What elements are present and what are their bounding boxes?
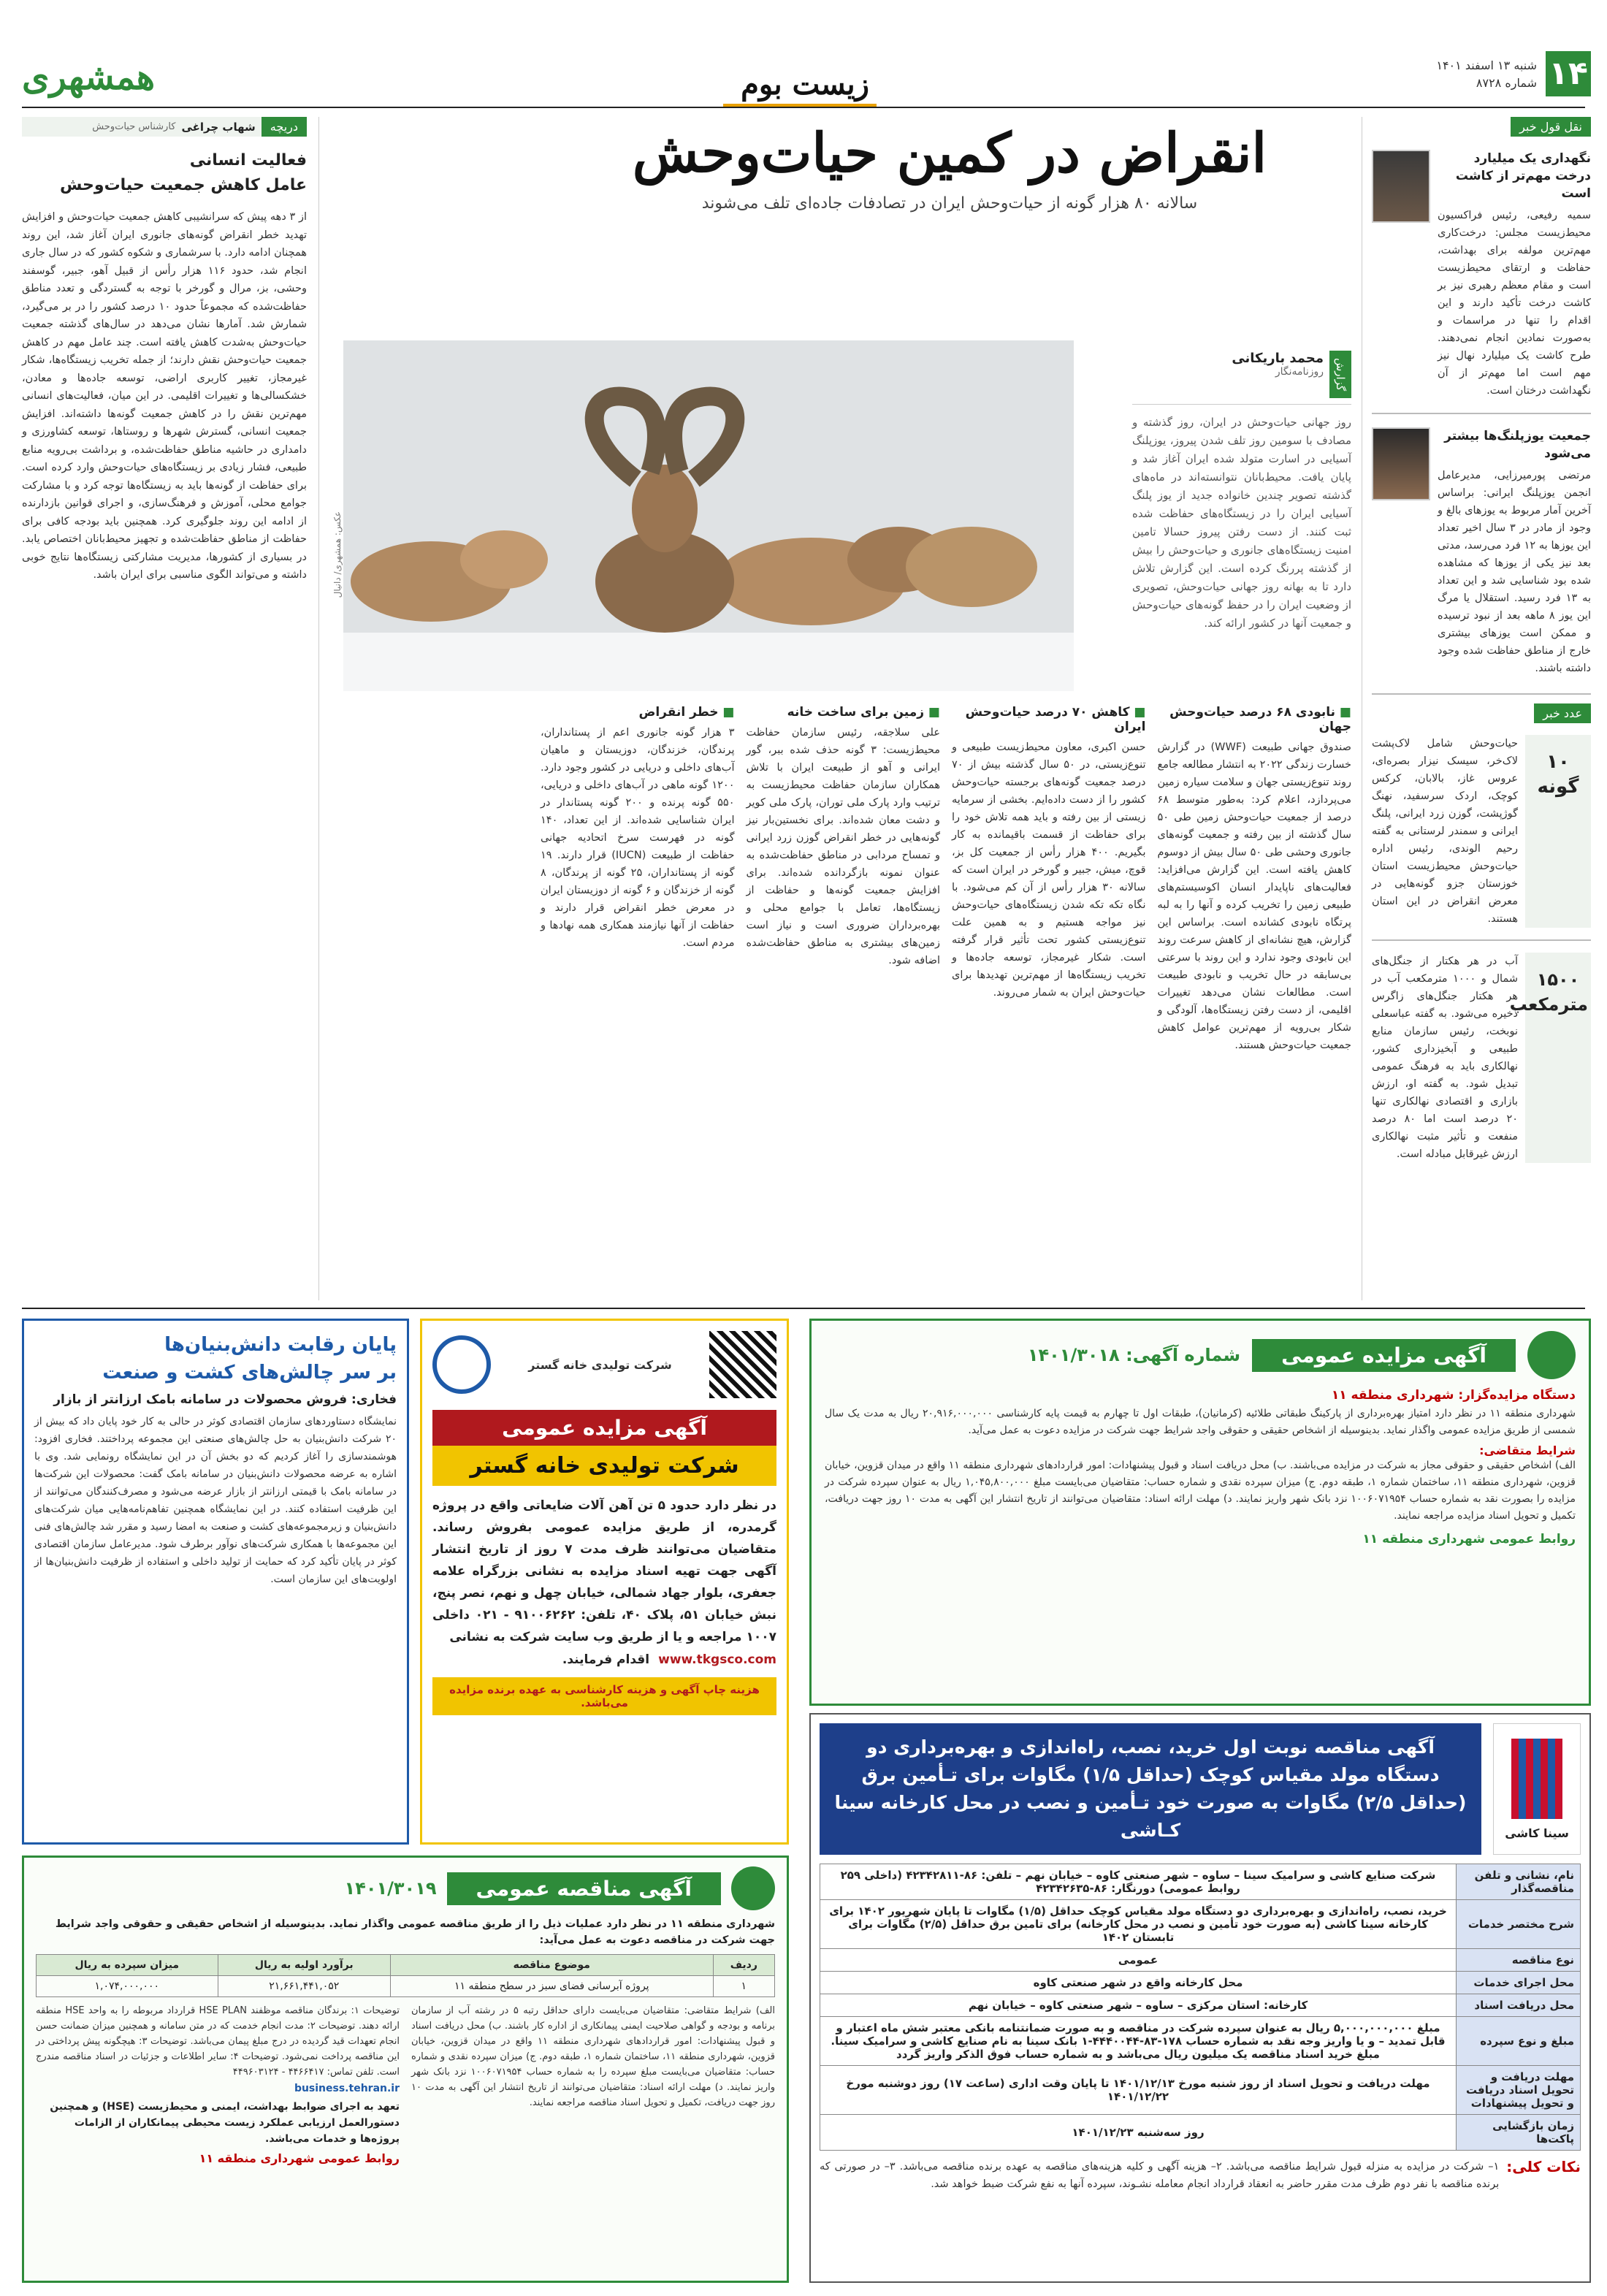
sina-row-value: مبلغ ۵,۰۰۰,۰۰۰,۰۰۰ ریال به عنوان سپرده شرکت در مناقصه و به صورت ضمانتنامه بانکی معتبر شش ماه اعتبار و قابل تمدید – و یا واریز وجه نقد به شماره حساب ۱۷۸-۸۳-۴۴۴۰۰۴۴-۱ بانک سینا به نام صنایع کاشی و سرامیک سینا. مبلغ خرید اسناد مناقصه یک میلیون ریال می‌باشد و به شماره حساب فوق الذکر واریز گردد (820, 2017, 1457, 2066)
author-name: محمد باریکانی (1232, 351, 1324, 366)
knowledge-subtitle: فخاری: فروش محصولات در سامانه بامک ارزانتر از بازار (53, 1392, 397, 1407)
sina-row-label: مهلت دریافت و تحویل اسناد دریافت و تحویل پیشنهادات (1457, 2066, 1581, 2115)
number-item (1372, 735, 1591, 928)
number-value: ۱۵۰۰ مترمکعب (1525, 953, 1591, 1163)
sina-row-label: محل دریافت اسناد (1457, 1994, 1581, 2017)
khane-gostar-ad (420, 1319, 789, 1845)
report-lead (1132, 351, 1351, 633)
article-body: علی سلاجقه، رئیس سازمان حفاظت محیط‌زیست: ۳ گونه حذف شده ببر، گور ایرانی و آهو از طبیعت ایران با تلاش همکاران سازمان حفاظت محیط‌زیست به ترتیب وارد پارک ملی توران، پارک ملی کویر و دشت معان شده‌اند. برای نخستین‌بار نیز گونه‌هایی در خطر انقراض گوزن زرد ایرانی و تمساح مردابی در مناطق حفاظت‌شده به عنوان نمونه بازگردانده شده‌اند. برای افزایش جمعیت گونه‌ها و حفاظت از زیستگاه‌ها، تعامل با جوامع محلی و بهره‌برداران ضروری است و نیاز است زمین‌های بیشتری به مناطق حفاظت‌شده اضافه شود. (746, 727, 940, 966)
sina-row (820, 1994, 1581, 2017)
main-headline: انقراض در کمین حیات‌وحش (632, 122, 1267, 185)
sina-row-label: شرح مختصر خدمات (1457, 1900, 1581, 1949)
brand-name: سینا کاشی (1505, 1826, 1569, 1840)
tender-ad-11 (22, 1856, 789, 2283)
number-value: ۱۰ گونه (1525, 735, 1591, 928)
issue-line: شماره ۸۷۲۸ (1476, 76, 1537, 90)
divider (1372, 939, 1591, 941)
portrait-pourmirzaei (1372, 427, 1430, 500)
tender-table-header: ردیف (713, 1955, 774, 1976)
table-cell: ۱ (713, 1976, 774, 1997)
sina-row-value: کارخانه: استان مرکزی – ساوه – شهر صنعتی کاوه – خیابان نهم (820, 1994, 1457, 2017)
tender-footer: روابط عمومی شهرداری منطقه ۱۱ (199, 2151, 400, 2165)
article-body: ۳ هزار گونه جانوری اعم از پستانداران، پرندگان، خزندگان، دوزیستان و ماهیان آب‌های داخلی و دریایی در کشور وجود دارد. ۱۲۰۰ گونه ماهی در آب‌های داخلی و دریایی، ۵۵۰ گونه پرنده و ۲۰۰ گونه پستاندار در ایران شناسایی شده‌اند. از این تعداد، ۱۴۰ گونه در فهرست سرخ اتحادیه جهانی حفاظت از طبیعت (IUCN) قرار دارند. ۱۹ گونه از پستانداران، ۲۵ گونه از پرندگان، ۸ گونه از خزندگان و ۶ گونه از دوزیستان ایران در معرض خطر انقراض قرار دارند و حفاظت از آنها نیازمند همکاری همه نهادها و مردم است. (541, 727, 735, 949)
auction-conditions-title: شرایط متقاضی: (1479, 1443, 1576, 1457)
sina-row-value: عمومی (820, 1949, 1457, 1972)
brand-mark-icon (1511, 1739, 1562, 1819)
tender-site[interactable]: business.tehran.ir (294, 2083, 400, 2094)
auction-number: شماره آگهی: ۱۴۰۱/۳۰۱۸ (1027, 1345, 1241, 1365)
khane-company: شرکت تولیدی خانه گستر (432, 1446, 776, 1486)
sina-row-value: روز سه‌شنبه ۱۴۰۱/۱۲/۲۳ (820, 2115, 1457, 2151)
author-role: روزنامه‌نگار (1275, 366, 1324, 378)
opinion-author: شهاب چراغی (181, 120, 256, 134)
quote-body: مرتضی پورمیرزایی، مدیرعامل انجمن یوزپلنگ ایرانی: براساس آخرین آمار مربوط به یوزهای بالغ و وجود از مادر در ۳ سال اخیر تعداد این یوزها به ۱۲ فرد می‌رسد، مدتی بعد نیز یکی از یوزها که مشاهده شده بود شناسایی شد و این تعداد به ۱۳ فرد رسید. استقلال یا مرگ این یوز ۸ ماهه بعد از نبود ترسیده و ممکن است یوزهای بیشتری خارج از مناطق حفاظت شده وجود داشته باشند. (1438, 470, 1591, 674)
main-subheadline: سالانه ۸۰ هزار گونه از حیات‌وحش ایران در تصادفات جاده‌ای تلف می‌شوند (701, 194, 1198, 213)
knowledge-body: نمایشگاه دستاوردهای سازمان اقتصادی کوثر در حالی به کار خود پایان داد که بیش از ۲۰ شرکت دانش‌بنیان به حل چالش‌های صنعتی این مجموعه پرداختند. فخاری افزود: هوشمندسازی را آغاز کردیم که دو بخش آن در این نمایشگاه رونمایی شد. وی با اشاره به عرضه محصولات دانش‌بنیان در سامانه بامک گفت: محصولات این شرکت‌ها در سامانه بامک با قیمتی ارزانتر از بازار عرضه می‌شود و مصرف‌کنندگان می‌توانند از این ظرفیت استفاده کنند. در این نمایشگاه همچنین تفاهم‌نامه‌هایی میان شرکت‌های دانش‌بنیان و زیرمجموعه‌های کشت و صنعت به امضا رسید و مقرر شد چالش‌های فنی این مجموعه‌ها با همکاری شرکت‌های نوآور برطرف شود. مدیرعامل سازمان اقتصادی کوثر در پایان تأکید کرد که حمایت از تولید داخلی و استفاده از ظرفیت دانش‌بنیان‌ها از اولویت‌های این سازمان است. (34, 1416, 397, 1585)
article-columns (541, 705, 1351, 1054)
municipality-emblem-icon (1527, 1331, 1576, 1379)
quote-headline: جمعیت یوزپلنگ‌ها بیشتر می‌شود (1444, 429, 1591, 461)
table-cell: ۲۱,۶۶۱,۴۴۱,۰۵۲ (218, 1976, 390, 1997)
sina-title: آگهی مناقصه نوبت اول خرید، نصب، راه‌اندازی و بهره‌برداری دو دستگاه مولد مقیاس کوچک (حداقل ۱/۵) مگاوات برای تـأمین برق (حداقل ۲/۵) مگاوات به صورت خود تـأمین و نصب در محل کارخانه سینا کـاشی (820, 1723, 1481, 1855)
photo-caption: عکس: همشهری/ دانیال (332, 511, 343, 598)
quote-item (1372, 427, 1591, 677)
article-body: حسن اکبری، معاون محیط‌زیست طبیعی و تنوع‌زیستی، در ۵۰ سال گذشته بیش از ۷۰ درصد جمعیت گونه‌های برجسته حیات‌وحش کشور را از دست داده‌ایم. بخشی از سرمایه زیستی از بین رفته و باید همه تلاش خود را برای حفاظت از قسمت باقیمانده به کار بگیریم. ۴۰۰ هزار رأس از جمعیت کل بز، قوچ، میش، جبیر و گورخر در ایران است که سالانه ۳۰ هزار رأس از آن کم می‌شود. با نگاه تکه تکه شدن زیستگاه‌های حیات‌وحش نیز مواجه هستیم و به همین علت تنوع‌زیستی کشور تحت تأثیر قرار گرفته است. شکار غیرمجاز، توسعه جاده‌ها و تخریب زیستگاه‌ها از مهم‌ترین تهدیدها برای حیات‌وحش ایران به شمار می‌روند. (952, 741, 1146, 999)
quote-body: سمیه رفیعی، رئیس فراکسیون محیط‌زیست مجلس: درخت‌کاری مهم‌ترین مولفه برای بهداشت، حفاظت و ارتقای محیط‌زیست است و مقام معظم رهبری نیز بر کاشت درخت تأکید دارند و این اقدام را تنها در مراسمات و به‌صورت نمادین انجام نمی‌دهند. طرح کاشت یک میلیارد نهال نیز مهم است اما مهم‌تر از آن نگهداشت درختان است. (1438, 210, 1591, 397)
divider (1372, 693, 1591, 695)
opinion-column (22, 117, 307, 584)
tender-title: آگهی مناقصه عمومی (447, 1872, 722, 1905)
sina-row (820, 2066, 1581, 2115)
sina-row (820, 2115, 1581, 2151)
header-rule (22, 107, 1585, 108)
article-body: صندوق جهانی طبیعت (WWF) در گزارش خسارت زندگی ۲۰۲۲ به انتشار مطالعه جامع روند تنوع‌زیستی جهان و سلامت سیاره زمین می‌پردازد، اعلام کرد: به‌طور متوسط ۶۸ درصد از جمعیت حیات‌وحش زمین طی ۵۰ سال گذشته از بین رفته و جمعیت گونه‌های جانوری وحشی طی ۵۰ سال بیش از دوسوم کاهش یافته است. این گزارش می‌افزاید: فعالیت‌های ناپایدار انسان اکوسیستم‌های طبیعی زمین را تخریب کرده و آنها را به لبه پرتگاه نابودی کشانده است. براساس این گزارش، هیچ نشانه‌ای از کاهش سرعت روند این نابودی وجود ندارد و این روند با سرعتی بی‌سابقه در حال تخریب و نابودی طبیعت است. مطالعات نشان می‌دهد تغییرات اقلیمی، از دست رفتن زیستگاه‌ها، آلودگی و شکار بی‌رویه از مهم‌ترین عوامل کاهش جمعیت حیات‌وحش هستند. (1157, 741, 1352, 1051)
khane-website[interactable]: www.tkgsco.com (658, 1652, 776, 1667)
tender-table-header: میزان سپرده به ریال (37, 1955, 218, 1976)
report-tag: گزارش (1329, 351, 1351, 398)
knowledge-title-2: بر سر چالش‌های کشت و صنعت (102, 1362, 397, 1384)
article-title: ■ خطر انقراض (638, 705, 735, 720)
sina-row-label: مبلغ و نوع سپرده (1457, 2017, 1581, 2066)
mouflon-illustration (343, 340, 1074, 691)
auction-ad-11 (809, 1319, 1591, 1706)
sina-row-label: نوع مناقصه (1457, 1949, 1581, 1972)
table-cell: پروژه آبرسانی فضای سبز در سطح منطقه ۱۱ (390, 1976, 713, 1997)
sina-row-label: محل اجرای خدمات (1457, 1972, 1581, 1994)
auction-title: آگهی مزایده عمومی (1252, 1339, 1516, 1372)
article-column (952, 705, 1146, 1054)
masthead-logo: همشهری (22, 57, 156, 98)
quotes-tag: نقل قول خبر (1511, 117, 1591, 137)
number-item (1372, 953, 1591, 1163)
quote-headline: نگهداری یک میلیارد درخت مهم‌تر از کاشت است (1455, 151, 1591, 201)
company-logo-icon (432, 1335, 491, 1394)
knowledge-title-1: پایان رقابت دانش‌بنیان‌ها (164, 1334, 397, 1356)
opinion-author-role: کارشناس حیات‌وحش (92, 121, 176, 132)
tender-notes: توضیحات ۱: برندگان مناقصه موظفند HSE PLAN قرارداد مربوطه را به واحد HSE منطقه ارائه دهند. توضیحات ۲: مدت انجام خدمت که در متن سامانه و همچنین میزان ضمانت حسن انجام تعهدات قید گردیده در درج مبلغ پیمان می‌باشد. توضیحات ۳: هیچگونه پیش پرداختی در این مناقصه پرداخت نمی‌شود. توضیحات ۴: سایر اطلاعات و جزئیات در اسناد مناقصه مندرج است. تلفن تماس: ۴۴۶۶۴۱۷ - ۴۴۹۶۰۳۱۲۴ (36, 2005, 400, 2078)
number-text: آب در هر هکتار از جنگل‌های شمال و ۱۰۰۰ مترمکعب آب در هر هکتار جنگل‌های زاگرس ذخیره می‌شود. به گفته عباسعلی نوبخت، رئیس سازمان منابع طبیعی و آبخیزداری کشور، نهالکاری باید به فرهنگ عمومی تبدیل شود. به گفته او، ارزش بازاری و اقتصادی نهالکاری تنها ۲۰ درصد است اما ۸۰ درصد منفعت و تأثیر مثبت نهالکاری ارزش غیرقابل مبادله است. (1372, 956, 1519, 1160)
table-row (37, 1976, 775, 1997)
column-divider (318, 117, 319, 1300)
auction-conditions: الف) اشخاص حقیقی و حقوقی مجاز به شرکت در مزایده می‌باشند. ب) محل دریافت اسناد و قبول پیشنهادات: امور قراردادهای شهرداری منطقه ۱۱ واقع در میدان قزوین، خیابان قزوین، شهرداری منطقه ۱۱، ساختمان شماره ۱، طبقه دوم. ج) میزان سپرده نقدی و شماره حساب: متقاضیان می‌بایست مبلغ ۱,۰۴۵,۸۰۰,۰۰۰ ریال به عنوان سپرده شرکت در مزایده را بصورت نقد به شماره حساب ۱۰۰۶۰۷۱۹۵۴ نزد بانک شهر واریز نمایند. د) مهلت ارائه اسناد: متقاضیان می‌توانند از تاریخ انتشار این آگهی به مدت ۱۰ روز جهت دریافت، تکمیل و تحویل اسناد مزایده مراجعه نمایند. (825, 1460, 1576, 1522)
khane-title: آگهی مزایده عمومی (432, 1410, 776, 1446)
sina-row-value: مهلت دریافت و تحویل اسناد از روز شنبه مورخ ۱۴۰۱/۱۲/۱۳ تا پایان وقت اداری (ساعت ۱۷) روز دوشنبه مورخ ۱۴۰۱/۱۲/۲۲ (820, 2066, 1457, 2115)
qr-code-icon (709, 1331, 776, 1398)
tender-table-header: برآورد اولیه به ریال (218, 1955, 390, 1976)
article-column (541, 705, 735, 1054)
table-cell: ۱,۰۷۴,۰۰۰,۰۰۰ (37, 1976, 218, 1997)
sina-row (820, 1864, 1581, 1900)
opinion-title-2: عامل کاهش جمعیت حیات‌وحش (59, 176, 307, 194)
lead-text: روز جهانی حیات‌وحش در ایران، روز گذشته و مصادف با سومین روز تلف شدن پیروز، یوزپلنگ آسیایی در اسارت متولد شده ایران آغاز شد و پایان یافت. محیط‌بانان نتوانسته‌اند در ماه‌های گذشته تصویر چندین خانواده جدید از یوز پلنگ آسیایی ایران را در زیستگاه‌های حفاظت شده ثبت کنند. از دست رفتن پیروز حسالا تامین امنیت زیستگاه‌های جانوری و حیات‌وحش را بیش از گذشته پررنگ کرده است. این گزارش تلاش دارد تا به بهانه روز جهانی حیات‌وحش، تصویری از وضعیت ایران را در حفظ گونه‌های حیات‌وحش و جمعیت آنها در کشور ارائه کند. (1132, 416, 1351, 630)
sina-kashi-ad (809, 1713, 1591, 2283)
sina-row (820, 1949, 1581, 1972)
article-column (1158, 705, 1352, 1054)
auction-org: دستگاه مزایده‌گزار: شهرداری منطقه ۱۱ (1331, 1388, 1576, 1403)
portrait-rafiei (1372, 150, 1430, 223)
section-logo: زیست بوم (741, 67, 869, 102)
auction-body: شهرداری منطقه ۱۱ در نظر دارد امتیاز بهره‌برداری از پارکینگ طبقاتی طلائیه (کرمانیان)، طبقات اول تا چهارم به قیمت پایه کارشناسی ۲۰,۹۱۶,۰۰۰,۰۰۰ ریال به مدت یک سال شمسی از طریق مزایده عمومی واگذار نماید. بدینوسیله از اشخاص حقیقی و حقوقی واجد شرایط جهت شرکت در مزایده دعوت به عمل می‌آید. (825, 1408, 1576, 1436)
knowledge-ad (22, 1319, 409, 1845)
municipality-emblem-icon (731, 1866, 775, 1910)
sina-kashi-logo (1493, 1723, 1581, 1855)
article-title: ■ نابودی ۶۸ درصد حیات‌وحش جهان (1169, 705, 1351, 734)
main-story (548, 117, 1351, 213)
tender-table-header: موضوع مناقصه (390, 1955, 713, 1976)
ads-rule (22, 1308, 1585, 1309)
sina-row-value: شرکت صنایع کاشی و سرامیک سینا – ساوه – شهر صنعتی کاوه – خیابان نهم – تلفن: ۸۶-۴۲۳۴۲۸۱۱ (داخلی ۲۵۹ روابط عمومی) دورنگار: ۸۶-۴۲۳۴۲۶۳۵ (820, 1864, 1457, 1900)
opinion-body: از ۳ دهه پیش که سرانشیبی کاهش جمعیت حیات‌وحش و افزایش تهدید خطر انقراض گونه‌های جانوری ایران آغاز شد، این روند همچنان ادامه دارد. با سرشماری و شکوه کشور که در سال جاری انجام شد، حدود ۱۱۶ هزار رأس از قبیل آهو، جبیر، گوسفند وحشی، بز، مرال و گورخر با توجه به گستردگی و تعدد مناطق حفاظت‌شده که مجموعاً حدود ۱۰ درصد کشور را در بر می‌گیرد، شمارش شد. آمارها نشان می‌دهد در سال‌های گذشته جمعیت حیات‌وحش به‌شدت کاهش یافته است. چند عامل مهم در کاهش جمعیت حیات‌وحش نقش دارند؛ از جمله تخریب زیستگاه‌ها، شکار غیرمجاز، تغییر کاربری اراضی، توسعه جاده‌ها و معادن، خشکسالی‌ها و تغییرات اقلیمی. در این میان، فعالیت‌های انسانی مهم‌ترین نقش را در کاهش جمعیت گونه‌ها داشته‌اند. افزایش جمعیت انسانی، گسترش شهرها و روستاها، توسعه کشاورزی و دامداری در حاشیه مناطق حفاظت‌شده، و برداشت بی‌رویه منابع طبیعی، فشار زیادی بر زیستگاه‌های حیات‌وحش وارد کرده است. برای حفاظت از گونه‌ها باید به زیستگاه‌ها توجه کرد و با مشارکت جوامع محلی، آموزش و فرهنگ‌سازی، و اجرای قوانین بازدارنده از ادامه این روند جلوگیری کرد. همچنین باید بودجه کافی برای حفاظت از مناطق حفاظت‌شده و تجهیز محیط‌بانان اختصاص یابد. در بسیاری از کشورها، مدیریت مشارکتی زیستگاه‌ها نتایج خوبی داشته و می‌تواند الگوی مناسبی برای ایران باشد. (22, 211, 308, 581)
auction-footer: روابط عمومی شهرداری منطقه ۱۱ (1362, 1532, 1576, 1546)
sina-row-value: خرید، نصب، راه‌اندازی و بهره‌برداری دو دستگاه مولد مقیاس کوچک حداقل (۱/۵) مگاوات تا پایان شهریور ۱۴۰۲ برای کارخانه سینا کاشی (به صورت خود تأمین و نصب در محل کارخانه) برای تامین برق حداقل (۲/۵) مگاوات برای تابستان ۱۴۰۲ (820, 1900, 1457, 1949)
khane-action: اقدام فرمایند. (562, 1652, 650, 1667)
divider (1372, 413, 1591, 414)
opinion-title-1: فعالیت انسانی (189, 151, 307, 169)
mouflon-photo (343, 340, 1074, 691)
opinion-tag: دریچه (262, 117, 307, 137)
article-title: ■ زمین برای ساخت خانه (787, 705, 940, 720)
company-small-name: شرکت تولیدی خانه گستر (528, 1357, 672, 1372)
tender-number: ۱۴۰۱/۳۰۱۹ (344, 1878, 437, 1899)
tender-hse: تعهد به اجرای ضوابط بهداشت، ایمنی و محیط‌زیست (HSE) و همچنین دستورالعمل ارزیابی عملکرد زیست محیطی پیمانکاران از الزامات پروژه‌ها و خدمات می‌باشد. (50, 2101, 400, 2145)
sina-table (820, 1864, 1581, 2151)
article-column (747, 705, 941, 1054)
khane-footer: هزینه چاپ آگهی و هزینه کارشناسی به عهده برنده مزایده می‌باشد. (432, 1677, 776, 1715)
date-line: شنبه ۱۳ اسفند ۱۴۰۱ (1436, 58, 1537, 72)
sina-row (820, 1972, 1581, 1994)
sina-notes: ۱– شرکت در مزایده به منزله قبول شرایط مناقصه می‌باشد. ۲– هزینه آگهی و کلیه هزینه‌های مناقصه به عهده برنده مناقصه می‌باشد. ۳– در صورتی که برنده مناقصه با نفر دوم ظرف مدت مقرر حاضر به انعقاد قرارداد انجام معامله نشـوند، سپرده آنها به نفع شرکت ضبط خواهد شد. (820, 2161, 1500, 2190)
tender-intro: شهرداری منطقه ۱۱ در نظر دارد عملیات ذیل را از طریق مناقصه عمومی واگذار نماید. بدینوسیله از اشخاص حقیقی و حقوقی واجد شرایط جهت شرکت در مناقصه دعوت به عمل می‌آید: (55, 1918, 775, 1946)
numbers-tag: عدد خبر (1534, 703, 1591, 723)
quotes-column (1372, 117, 1591, 1163)
sina-row (820, 1900, 1581, 1949)
quote-item (1372, 150, 1591, 400)
tender-table (36, 1954, 775, 1997)
number-text: حیات‌وحش شامل لاک‌پشت لاک‌خر، سیسک نیزار بصره‌ای، عروس غاز، بالابان، کرکس کوچک، اردک سرسفید، نهنگ گوژپشت، گوزن زرد ایرانی، پلنگ ایرانی و سمندر لرستانی به گفته رحیم الوندی، رئیس اداره حیات‌وحش محیط‌زیست استان خوزستان جزو گونه‌هایی در معرض انقراض در این استان هستند. (1372, 738, 1518, 925)
article-title: ■ کاهش ۷۰ درصد حیات‌وحش ایران (965, 705, 1146, 734)
tender-conditions: الف) شرایط متقاضی: متقاضیان می‌بایست دارای حداقل رتبه ۵ در رشته آب از سازمان برنامه و بودجه و گواهی صلاحیت ایمنی پیمانکاری از اداره کار باشند. ب) محل دریافت اسناد و قبول پیشنهادات: امور قراردادهای شهرداری منطقه ۱۱ واقع در میدان قزوین، خیابان قزوین، شهرداری منطقه ۱۱، ساختمان شماره ۱، طبقه دوم. ج) میزان سپرده نقدی و شماره حساب: متقاضیان می‌بایست مبلغ سپرده را به شماره حساب ۱۰۰۶۰۷۱۹۵۴ نزد بانک شهر واریز نمایند. د) مهلت ارائه اسناد: متقاضیان می‌توانند از تاریخ انتشار این آگهی به مدت ۱۰ روز جهت دریافت، تکمیل و تحویل اسناد مناقصه مراجعه نمایند. (411, 2005, 776, 2108)
sina-row-value: محل کارخانه واقع در شهر صنعتی کاوه (820, 1972, 1457, 1994)
khane-body: در نظر دارد حدود ۵ تن آهن آلات ضایعاتی واقع در پروژه گرمدره، از طریق مزایده عمومی بفروش رساند. متقاضیان می‌توانند ظرف مدت ۷ روز از تاریخ انتشار آگهی جهت تهیه اسناد مزایده به نشانی بزرگراه علامه جعفری، بلوار جهاد شمالی، خیابان چهل و نهم، نصر پنج، نبش خیابان ۵۱، پلاک ۴۰، تلفن: ۹۱۰۰۶۲۶۲ - ۰۲۱ داخلی ۱۰۰۷ مراجعه و یا از طریق وب سایت شرکت به نشانی (432, 1498, 776, 1644)
sina-row (820, 2017, 1581, 2066)
page-number: ۱۴ (1546, 51, 1591, 96)
sina-row-label: زمان بازگشایی پاکت‌ها (1457, 2115, 1581, 2151)
sina-notes-title: نکات کلی: (1506, 2158, 1581, 2175)
sina-row-label: نام، نشانی و تلفن مناقصه‌گذار (1457, 1864, 1581, 1900)
